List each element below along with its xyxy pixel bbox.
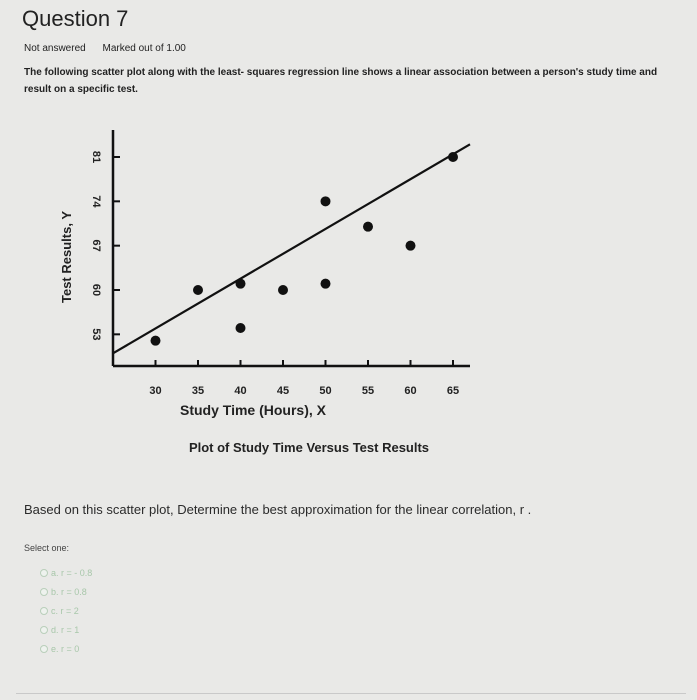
y-tick-label: 67 — [90, 239, 102, 252]
option-label: b. r = 0.8 — [51, 586, 87, 597]
x-tick-label: 35 — [191, 385, 205, 397]
data-point — [363, 222, 373, 232]
radio-icon[interactable] — [40, 569, 48, 577]
divider — [16, 693, 686, 694]
option-label: a. r = - 0.8 — [51, 567, 93, 578]
x-tick-label: 50 — [319, 385, 332, 397]
option-label: d. r = 1 — [51, 624, 80, 635]
question-prompt: Based on this scatter plot, Determine the best approximation for the linear correlation, r . — [24, 502, 532, 517]
chart-title: Plot of Study Time Versus Test Results — [188, 440, 430, 455]
y-tick-label: 53 — [90, 328, 102, 341]
data-point — [151, 336, 161, 346]
option-c[interactable] — [40, 601, 92, 620]
y-tick-label: 81 — [90, 150, 102, 164]
data-point — [321, 196, 331, 206]
option-e[interactable] — [40, 639, 92, 658]
x-tick-label: 40 — [234, 385, 247, 397]
data-point — [406, 241, 416, 251]
data-point — [278, 285, 288, 295]
data-point — [236, 323, 246, 333]
option-label: e. r = 0 — [51, 643, 80, 654]
question-text: The following scatter plot along with the least- squares regression line shows a linear association between a person's study time and result on a specific test. — [24, 67, 658, 95]
x-tick-label: 65 — [446, 385, 460, 397]
x-tick-label: 30 — [149, 385, 162, 397]
radio-icon[interactable] — [40, 645, 48, 653]
data-point — [236, 279, 246, 289]
y-tick-label: 60 — [90, 283, 102, 297]
radio-icon[interactable] — [40, 607, 48, 615]
y-axis-label: Test Results, Y — [59, 211, 74, 303]
answer-options — [40, 563, 92, 658]
x-tick-label: 55 — [361, 385, 375, 397]
option-d[interactable] — [40, 620, 92, 639]
y-tick-label: 74 — [90, 195, 102, 208]
radio-icon[interactable] — [40, 588, 48, 596]
question-title: Question 7 — [22, 6, 129, 31]
marks-label: Marked out of 1.00 — [102, 43, 186, 54]
option-b[interactable] — [40, 582, 92, 601]
select-one-label: Select one: — [24, 543, 70, 553]
option-label: c. r = 2 — [51, 605, 79, 616]
data-point — [193, 285, 203, 295]
x-tick-label: 45 — [276, 385, 290, 397]
data-point — [448, 152, 458, 162]
x-tick-label: 60 — [404, 385, 417, 397]
answer-status: Not answered — [24, 43, 86, 54]
x-axis-label: Study Time (Hours), X — [180, 402, 326, 418]
question-info — [24, 43, 200, 54]
data-point — [321, 279, 331, 289]
regression-line — [113, 144, 470, 353]
scatter-plot — [40, 128, 500, 468]
option-a[interactable] — [40, 563, 92, 582]
radio-icon[interactable] — [40, 626, 48, 634]
